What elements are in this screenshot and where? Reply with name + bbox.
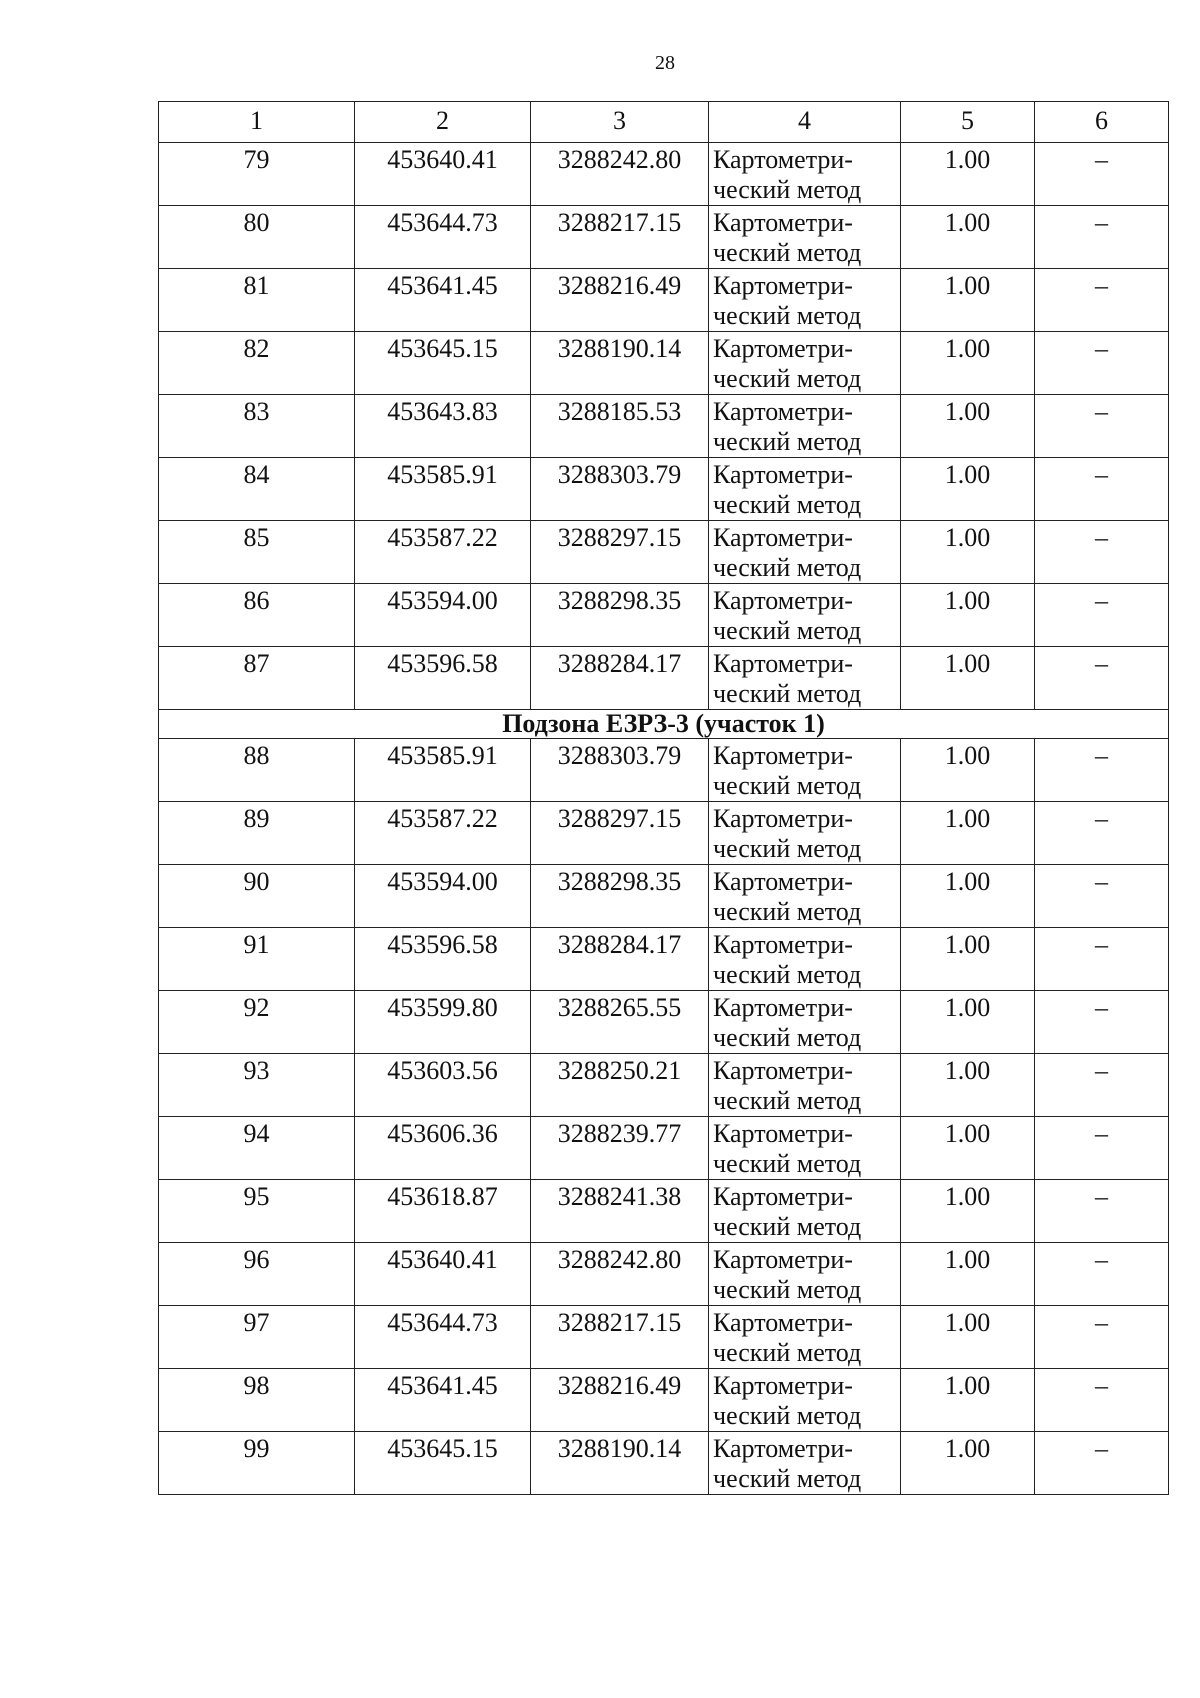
point-number-cell: 90 xyxy=(159,865,355,928)
table-row xyxy=(159,332,1169,395)
method-cell xyxy=(709,1180,901,1243)
y-coordinate-cell: 3288190.14 xyxy=(531,1432,709,1495)
note-cell: – xyxy=(1035,395,1169,458)
precision-cell: 1.00 xyxy=(901,647,1035,710)
precision-cell: 1.00 xyxy=(901,584,1035,647)
method-cell xyxy=(709,802,901,865)
point-number-cell: 81 xyxy=(159,269,355,332)
point-number-cell: 89 xyxy=(159,802,355,865)
point-number-cell: 96 xyxy=(159,1243,355,1306)
table-row xyxy=(159,865,1169,928)
precision-cell: 1.00 xyxy=(901,458,1035,521)
method-cell xyxy=(709,1054,901,1117)
y-coordinate-cell: 3288284.17 xyxy=(531,928,709,991)
method-line: ческий метод xyxy=(713,175,862,204)
method-line: ческий метод xyxy=(713,771,862,800)
column-header: 1 xyxy=(159,102,355,143)
method-line: Картометри- xyxy=(713,649,853,678)
table-row xyxy=(159,521,1169,584)
table-row xyxy=(159,928,1169,991)
note-cell: – xyxy=(1035,269,1169,332)
method-line: Картометри- xyxy=(713,334,853,363)
method-line: Картометри- xyxy=(713,586,853,615)
method-cell xyxy=(709,1117,901,1180)
column-header: 2 xyxy=(355,102,531,143)
method-line: ческий метод xyxy=(713,897,862,926)
page-number: 28 xyxy=(655,52,675,74)
table-row xyxy=(159,269,1169,332)
table-row xyxy=(159,395,1169,458)
note-cell: – xyxy=(1035,332,1169,395)
x-coordinate-cell: 453618.87 xyxy=(355,1180,531,1243)
precision-cell: 1.00 xyxy=(901,1243,1035,1306)
precision-cell: 1.00 xyxy=(901,143,1035,206)
x-coordinate-cell: 453640.41 xyxy=(355,143,531,206)
method-cell xyxy=(709,332,901,395)
table-row xyxy=(159,1369,1169,1432)
table-row xyxy=(159,1432,1169,1495)
method-line: Картометри- xyxy=(713,1119,853,1148)
y-coordinate-cell: 3288250.21 xyxy=(531,1054,709,1117)
x-coordinate-cell: 453594.00 xyxy=(355,584,531,647)
point-number-cell: 86 xyxy=(159,584,355,647)
method-line: Картометри- xyxy=(713,1308,853,1337)
x-coordinate-cell: 453645.15 xyxy=(355,1432,531,1495)
method-cell xyxy=(709,647,901,710)
table-row xyxy=(159,739,1169,802)
point-number-cell: 88 xyxy=(159,739,355,802)
method-line: Картометри- xyxy=(713,397,853,426)
point-number-cell: 95 xyxy=(159,1180,355,1243)
precision-cell: 1.00 xyxy=(901,332,1035,395)
method-line: Картометри- xyxy=(713,1371,853,1400)
method-line: Картометри- xyxy=(713,208,853,237)
method-cell xyxy=(709,739,901,802)
note-cell: – xyxy=(1035,1243,1169,1306)
note-cell: – xyxy=(1035,1180,1169,1243)
y-coordinate-cell: 3288284.17 xyxy=(531,647,709,710)
method-line: ческий метод xyxy=(713,616,862,645)
method-cell xyxy=(709,584,901,647)
method-line: ческий метод xyxy=(713,1401,862,1430)
method-cell xyxy=(709,1243,901,1306)
x-coordinate-cell: 453640.41 xyxy=(355,1243,531,1306)
y-coordinate-cell: 3288217.15 xyxy=(531,206,709,269)
y-coordinate-cell: 3288239.77 xyxy=(531,1117,709,1180)
x-coordinate-cell: 453596.58 xyxy=(355,928,531,991)
column-header: 5 xyxy=(901,102,1035,143)
y-coordinate-cell: 3288190.14 xyxy=(531,332,709,395)
note-cell: – xyxy=(1035,647,1169,710)
section-title: Подзона ЕЗРЗ-3 (участок 1) xyxy=(159,710,1169,739)
method-line: Картометри- xyxy=(713,1434,853,1463)
method-line: Картометри- xyxy=(713,145,853,174)
method-cell xyxy=(709,206,901,269)
note-cell: – xyxy=(1035,143,1169,206)
method-line: ческий метод xyxy=(713,1275,862,1304)
method-line: ческий метод xyxy=(713,364,862,393)
table-row xyxy=(159,647,1169,710)
note-cell: – xyxy=(1035,865,1169,928)
x-coordinate-cell: 453594.00 xyxy=(355,865,531,928)
column-header: 3 xyxy=(531,102,709,143)
method-line: ческий метод xyxy=(713,1023,862,1052)
table-row xyxy=(159,1243,1169,1306)
point-number-cell: 85 xyxy=(159,521,355,584)
point-number-cell: 91 xyxy=(159,928,355,991)
method-line: Картометри- xyxy=(713,867,853,896)
note-cell: – xyxy=(1035,928,1169,991)
note-cell: – xyxy=(1035,1117,1169,1180)
note-cell: – xyxy=(1035,739,1169,802)
point-number-cell: 94 xyxy=(159,1117,355,1180)
table-row xyxy=(159,458,1169,521)
table-row xyxy=(159,1180,1169,1243)
y-coordinate-cell: 3288216.49 xyxy=(531,269,709,332)
precision-cell: 1.00 xyxy=(901,206,1035,269)
precision-cell: 1.00 xyxy=(901,1432,1035,1495)
x-coordinate-cell: 453585.91 xyxy=(355,739,531,802)
x-coordinate-cell: 453643.83 xyxy=(355,395,531,458)
x-coordinate-cell: 453641.45 xyxy=(355,269,531,332)
x-coordinate-cell: 453603.56 xyxy=(355,1054,531,1117)
column-header: 6 xyxy=(1035,102,1169,143)
note-cell: – xyxy=(1035,584,1169,647)
method-cell xyxy=(709,1306,901,1369)
note-cell: – xyxy=(1035,1369,1169,1432)
y-coordinate-cell: 3288297.15 xyxy=(531,802,709,865)
point-number-cell: 79 xyxy=(159,143,355,206)
y-coordinate-cell: 3288242.80 xyxy=(531,1243,709,1306)
y-coordinate-cell: 3288298.35 xyxy=(531,584,709,647)
column-header: 4 xyxy=(709,102,901,143)
method-cell xyxy=(709,1432,901,1495)
x-coordinate-cell: 453596.58 xyxy=(355,647,531,710)
y-coordinate-cell: 3288217.15 xyxy=(531,1306,709,1369)
method-line: Картометри- xyxy=(713,1245,853,1274)
y-coordinate-cell: 3288241.38 xyxy=(531,1180,709,1243)
x-coordinate-cell: 453599.80 xyxy=(355,991,531,1054)
point-number-cell: 87 xyxy=(159,647,355,710)
method-line: ческий метод xyxy=(713,490,862,519)
point-number-cell: 80 xyxy=(159,206,355,269)
section-row xyxy=(159,710,1169,739)
precision-cell: 1.00 xyxy=(901,802,1035,865)
method-line: ческий метод xyxy=(713,679,862,708)
point-number-cell: 97 xyxy=(159,1306,355,1369)
method-line: ческий метод xyxy=(713,301,862,330)
x-coordinate-cell: 453606.36 xyxy=(355,1117,531,1180)
method-cell xyxy=(709,143,901,206)
note-cell: – xyxy=(1035,991,1169,1054)
note-cell: – xyxy=(1035,1054,1169,1117)
method-line: ческий метод xyxy=(713,1149,862,1178)
method-line: ческий метод xyxy=(713,427,862,456)
method-line: ческий метод xyxy=(713,960,862,989)
point-number-cell: 82 xyxy=(159,332,355,395)
table-row xyxy=(159,991,1169,1054)
table-row xyxy=(159,1306,1169,1369)
y-coordinate-cell: 3288216.49 xyxy=(531,1369,709,1432)
method-line: ческий метод xyxy=(713,834,862,863)
method-cell xyxy=(709,991,901,1054)
table-row xyxy=(159,584,1169,647)
point-number-cell: 84 xyxy=(159,458,355,521)
point-number-cell: 93 xyxy=(159,1054,355,1117)
precision-cell: 1.00 xyxy=(901,739,1035,802)
method-line: ческий метод xyxy=(713,1464,862,1493)
y-coordinate-cell: 3288185.53 xyxy=(531,395,709,458)
x-coordinate-cell: 453641.45 xyxy=(355,1369,531,1432)
precision-cell: 1.00 xyxy=(901,865,1035,928)
point-number-cell: 92 xyxy=(159,991,355,1054)
precision-cell: 1.00 xyxy=(901,991,1035,1054)
method-line: Картометри- xyxy=(713,523,853,552)
precision-cell: 1.00 xyxy=(901,395,1035,458)
x-coordinate-cell: 453587.22 xyxy=(355,521,531,584)
method-line: Картометри- xyxy=(713,993,853,1022)
table-row xyxy=(159,1054,1169,1117)
method-cell xyxy=(709,521,901,584)
note-cell: – xyxy=(1035,458,1169,521)
precision-cell: 1.00 xyxy=(901,269,1035,332)
table-row xyxy=(159,206,1169,269)
note-cell: – xyxy=(1035,521,1169,584)
method-line: Картометри- xyxy=(713,1182,853,1211)
precision-cell: 1.00 xyxy=(901,1117,1035,1180)
y-coordinate-cell: 3288242.80 xyxy=(531,143,709,206)
note-cell: – xyxy=(1035,1432,1169,1495)
method-line: ческий метод xyxy=(713,1086,862,1115)
x-coordinate-cell: 453644.73 xyxy=(355,1306,531,1369)
method-cell xyxy=(709,865,901,928)
x-coordinate-cell: 453585.91 xyxy=(355,458,531,521)
method-line: Картометри- xyxy=(713,741,853,770)
x-coordinate-cell: 453587.22 xyxy=(355,802,531,865)
note-cell: – xyxy=(1035,206,1169,269)
method-cell xyxy=(709,928,901,991)
method-cell xyxy=(709,1369,901,1432)
precision-cell: 1.00 xyxy=(901,1180,1035,1243)
table-row xyxy=(159,143,1169,206)
method-line: ческий метод xyxy=(713,1338,862,1367)
table-row xyxy=(159,802,1169,865)
point-number-cell: 83 xyxy=(159,395,355,458)
method-line: Картометри- xyxy=(713,930,853,959)
method-cell xyxy=(709,395,901,458)
y-coordinate-cell: 3288265.55 xyxy=(531,991,709,1054)
precision-cell: 1.00 xyxy=(901,928,1035,991)
method-line: ческий метод xyxy=(713,1212,862,1241)
method-cell xyxy=(709,458,901,521)
y-coordinate-cell: 3288298.35 xyxy=(531,865,709,928)
precision-cell: 1.00 xyxy=(901,1369,1035,1432)
x-coordinate-cell: 453644.73 xyxy=(355,206,531,269)
note-cell: – xyxy=(1035,802,1169,865)
table-row xyxy=(159,1117,1169,1180)
method-line: ческий метод xyxy=(713,553,862,582)
precision-cell: 1.00 xyxy=(901,1054,1035,1117)
y-coordinate-cell: 3288303.79 xyxy=(531,739,709,802)
point-number-cell: 98 xyxy=(159,1369,355,1432)
precision-cell: 1.00 xyxy=(901,521,1035,584)
coordinates-table xyxy=(158,101,1169,1495)
x-coordinate-cell: 453645.15 xyxy=(355,332,531,395)
note-cell: – xyxy=(1035,1306,1169,1369)
precision-cell: 1.00 xyxy=(901,1306,1035,1369)
method-line: Картометри- xyxy=(713,1056,853,1085)
method-cell xyxy=(709,269,901,332)
y-coordinate-cell: 3288297.15 xyxy=(531,521,709,584)
y-coordinate-cell: 3288303.79 xyxy=(531,458,709,521)
method-line: Картометри- xyxy=(713,460,853,489)
method-line: ческий метод xyxy=(713,238,862,267)
point-number-cell: 99 xyxy=(159,1432,355,1495)
method-line: Картометри- xyxy=(713,271,853,300)
method-line: Картометри- xyxy=(713,804,853,833)
header-row xyxy=(159,102,1169,143)
